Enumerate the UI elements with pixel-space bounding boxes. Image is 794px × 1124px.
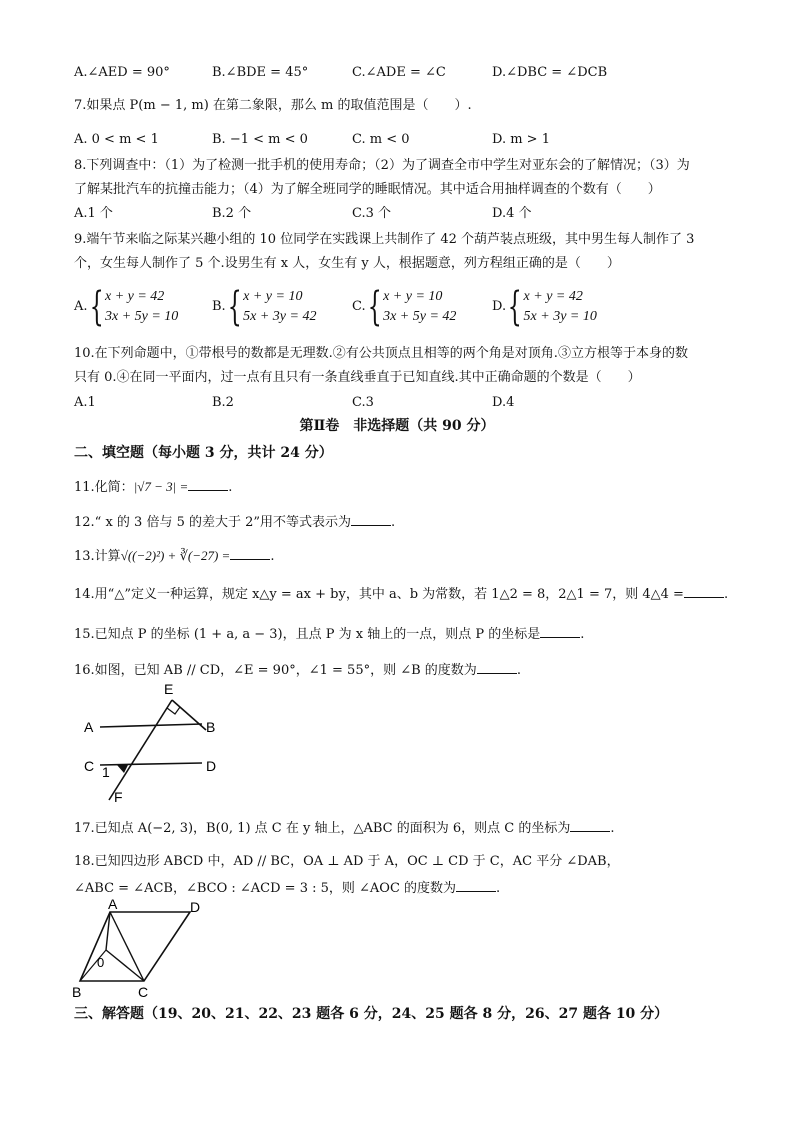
q12: 12.“ x 的 3 倍与 5 的差大于 2”用不等式表示为 .	[74, 512, 395, 533]
label-d: D	[206, 758, 217, 774]
q8-line1: 8.下列调查中：（1）为了检测一批手机的使用寿命；（2）为了调查全市中学生对亚东会的了解情况；（3）为	[74, 158, 690, 173]
q7-option-a: A. 0 < m < 1	[74, 132, 159, 147]
q13-blank	[230, 546, 270, 560]
label-f: F	[114, 789, 123, 805]
q18-line1: 18.已知四边形 ABCD 中，AD // BC，OA ⊥ AD 于 A，OC ⊥ CD 于 C，AC 平分 ∠DAB，	[74, 854, 620, 869]
label-a: A	[84, 719, 94, 735]
q17: 17.已知点 A(−2, 3)，B(0, 1) 点 C 在 y 轴上，△ABC 的面积为 6，则点 C 的坐标为 .	[74, 818, 615, 839]
q8-option-d: D.4 个	[492, 206, 532, 221]
q16: 16.如图，已知 AB // CD，∠E = 90°，∠1 = 55°，则 ∠B 的度数为 .	[74, 660, 521, 681]
line-cd	[100, 763, 202, 765]
label-1: 1	[102, 764, 110, 780]
label-c: C	[84, 758, 95, 774]
q9-c-eq1: x + y = 10	[383, 289, 443, 304]
q10-option-d: D.4	[492, 395, 515, 410]
line-ef	[109, 700, 172, 800]
q15: 15.已知点 P 的坐标 (1 + a, a − 3)，且点 P 为 x 轴上的一点，则点 P 的坐标是 .	[74, 624, 584, 645]
q18-blank	[456, 878, 496, 892]
part2-title: 第Ⅱ卷 非选择题（共 90 分）	[299, 418, 495, 434]
section3-heading: 三、解答题（19、20、21、22、23 题各 6 分，24、25 题各 8 分，26、27 题各 10 分）	[74, 1006, 669, 1022]
q9-b-eq2: 5x + 3y = 42	[243, 309, 317, 324]
label-c: C	[138, 984, 149, 1000]
figure-16	[74, 678, 234, 808]
q6-option-b: B.∠BDE = 45°	[212, 65, 309, 80]
q7-option-d: D. m > 1	[492, 132, 550, 147]
label-d: D	[190, 899, 201, 915]
label-e: E	[164, 681, 174, 697]
segment-ac	[110, 912, 144, 981]
label-b: B	[206, 719, 216, 735]
q9-option-c: C. { x + y = 10 3x + 5y = 42	[352, 284, 457, 330]
q9-line2: 个，女生每人制作了 5 个.设男生有 x 人，女生有 y 人，根据题意，列方程组正确的是（ ）	[74, 256, 620, 271]
q16-blank	[477, 660, 517, 674]
q17-blank	[570, 818, 610, 832]
q9-d-eq2: 5x + 3y = 10	[523, 309, 597, 324]
q8-option-c: C.3 个	[352, 206, 392, 221]
q18-line2: ∠ABC = ∠ACB，∠BCO : ∠ACD = 3 : 5，则 ∠AOC 的度数为 .	[74, 878, 500, 899]
q9-a-eq2: 3x + 5y = 10	[104, 309, 179, 324]
q10-option-a: A.1	[74, 395, 96, 410]
q14: 14.用“△”定义一种运算，规定 x△y = ax + by，其中 a、b 为常数，若 1△2 = 8，2△1 = 7，则 4△4 = .	[74, 584, 728, 605]
q10-option-c: C.3	[352, 395, 374, 410]
q8-line2: 了解某批汽车的抗撞击能力；（4）为了解全班同学的睡眠情况。其中适合用抽样调查的个数有（ ）	[74, 182, 661, 197]
figure-18	[70, 898, 240, 1000]
q11: 11.化简：|√7 − 3| = .	[74, 479, 233, 495]
section2-heading: 二、填空题（每小题 3 分，共计 24 分）	[74, 445, 333, 461]
q7-option-b: B. −1 < m < 0	[212, 132, 308, 147]
label-b: B	[72, 984, 82, 1000]
q15-blank	[540, 624, 580, 638]
q9-c-eq2: 3x + 5y = 42	[383, 309, 457, 324]
q10-line2: 只有 0.④在同一平面内，过一点有且只有一条直线垂直于已知直线.其中正确命题的个数是（ ）	[74, 370, 641, 385]
segment-oc	[106, 950, 144, 981]
right-angle-mark	[167, 707, 180, 714]
q14-blank	[684, 584, 724, 598]
quadrilateral-abcd	[80, 912, 190, 981]
q6-option-d: D.∠DBC = ∠DCB	[492, 65, 608, 80]
q6-option-c: C.∠ADE = ∠C	[352, 65, 446, 80]
line-ab	[100, 724, 202, 727]
q9-option-b: B. { x + y = 10 5x + 3y = 42	[212, 284, 317, 330]
q12-blank	[351, 512, 391, 526]
q7-text: 7.如果点 P(m − 1, m) 在第二象限，那么 m 的取值范围是（ ）.	[74, 98, 472, 113]
q7-option-c: C. m < 0	[352, 132, 410, 147]
label-a: A	[108, 898, 118, 912]
q9-a-eq1: x + y = 42	[104, 289, 165, 304]
q13: 13.计算√((−2)²) + ∛(−27) = .	[74, 548, 275, 564]
q10-line1: 10.在下列命题中，①带根号的数都是无理数.②有公共顶点且相等的两个角是对顶角.③立方根等于本身的数	[74, 346, 688, 361]
q9-option-d: D. { x + y = 42 5x + 3y = 10	[492, 284, 597, 330]
q8-option-a: A.1 个	[74, 206, 113, 221]
q6-option-a: A.∠AED = 90°	[74, 65, 170, 80]
label-o: 0	[97, 955, 105, 970]
q10-option-b: B.2	[212, 395, 234, 410]
q9-b-eq1: x + y = 10	[243, 289, 303, 304]
q9-line1: 9.端午节来临之际某兴趣小组的 10 位同学在实践课上共制作了 42 个葫芦装点班级，其中男生每人制作了 3	[74, 232, 695, 247]
q9-option-a: A. { x + y = 42 3x + 5y = 10	[74, 284, 179, 330]
q8-option-b: B.2 个	[212, 206, 252, 221]
q11-blank	[188, 477, 228, 491]
q9-d-eq1: x + y = 42	[523, 289, 583, 304]
